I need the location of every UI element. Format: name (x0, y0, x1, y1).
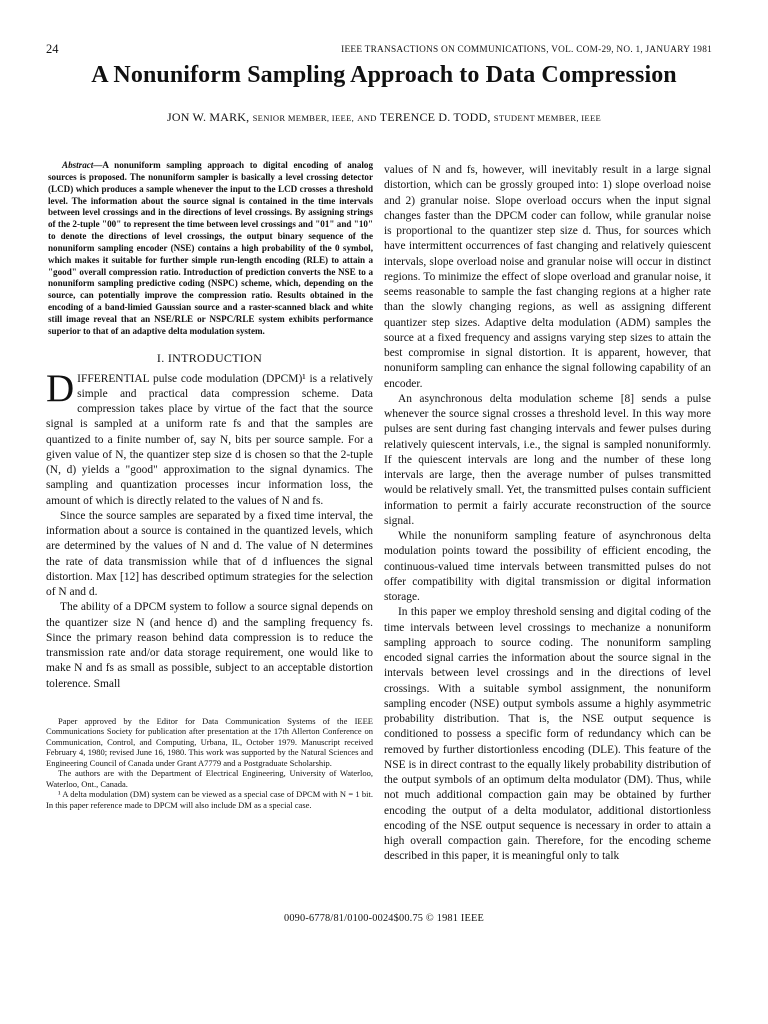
body-paragraph: values of N and fs, however, will inevitably result in a large signal distortion, which can be grossly grouped into: 1) slope overload noise and 2) granular noise. Slope overload occurs when the input signal changes faster than the DPCM coder can follow, while granular noise is proportional to the quantizer step size d. Thus, for sources which have intermittent occurrences of fast changing and relatively quiescent intervals, slope overload noise and granular noise will occur in distinct regions. To minimize the effect of slope overload and granular noise, it seems reasonable to sample the fast changing regions at a higher rate than the slowly changing regions, as well as assigning different quantizer step sizes. Adaptive delta modulation (ADM) samples the source at a fixed frequency and assigns varying step sizes to attain the best compromise in signal distortion. It is apparent, however, that nonuniform sampling can enhance the signal following capability of an encoder. (384, 164, 711, 390)
copyright-line: 0090-6778/81/0100-0024$00.75 © 1981 IEEE (283, 913, 484, 924)
footnote: ¹ A delta modulation (DM) system can be viewed as a special case of DPCM with N = 1 bit. In this paper reference made to DPCM will also include DM as a special case. (46, 789, 373, 810)
body-paragraph: Since the source samples are separated by a fixed time interval, the information about a source is contained in the quantized levels, which are determined by the values of N and d. The value of N determines the rate of data transmission while that of d influences the signal distortion. Max [12] has described optimum strategies for the selection of N and d. (46, 509, 373, 599)
author-line (0, 110, 768, 125)
paragraph-text: IFFERENTIAL pulse code modulation (DPCM)¹ is a relatively simple and practical data compression scheme. Data compression takes place by virtue of the fact that the source signal is sampled at a uniform rate fs and that the samples are quantized to a finite number of, say N, bits per source sample. For a given value of N, the quantizer step size d is chosen so that the 2-tuple (N, d) yields a "good" approximation to the signal dynamics. The sampling and quantization processes incur information loss, the amount of which is directly related to the values of N and fs. (46, 372, 373, 507)
page-number: 24 (46, 42, 59, 56)
left-column (46, 150, 373, 810)
abstract-text: A nonuniform sampling approach to digital encoding of analog sources is proposed. The nonuniform sampler is basically a level crossing detector (LCD) which produces a sample whenever the input to the LCD crosses a threshold level. The information about the source signal is contained in the time intervals between level crossings and in the directions of level crossings. By assigning strings of the 2-tuple "00" to represent the time between level crossings and "01" and "10" to denote the directions of level crossings, the output binary sequence of the nonuniform sampling encoder (NSE) contains a high probability of the 0 symbol, which makes it suitable for further simple run-length encoding (RLE) to attain a "good" overall compression ratio. Introduction of prediction converts the NSE to a nonuniform sampling predictive coding (NSPC) scheme, which, depending on the source, can potentially improve the compression ratio. Results obtained in the encoding of a band-limied Gaussian source and a raster-scanned black and white still image reveal that an NSE/RLE or NSPC/RLE system exhibits performance superior to that of an adaptive delta modulation system. (48, 160, 373, 336)
right-column (384, 163, 711, 865)
footnote: Paper approved by the Editor for Data Communication Systems of the IEEE Communications Society for publication after presentation at the 17th Allerton Conference on Communication, Control, and Computing, Urbana, IL, October 1979. Manuscript received February 4, 1980; revised June 16, 1980. This work was supported by the Natural Sciences and Engineering Council of Canada under Grant A7779 and a Postgraduate Scholarship. (46, 715, 373, 768)
paper-title: A Nonuniform Sampling Approach to Data Compression (91, 62, 677, 88)
body-paragraph (46, 366, 373, 509)
body-paragraph: While the nonuniform sampling feature of asynchronous delta modulation points toward the possibility of efficient encoding, the continuous-valued time intervals between transmitted pulses do not offer compatibility with digital transmission or digital information storage. (384, 530, 711, 603)
running-head: IEEE TRANSACTIONS ON COMMUNICATIONS, VOL. COM-29, NO. 1, JANUARY 1981 (341, 45, 712, 55)
author-conjunction: AND (357, 113, 377, 123)
body-paragraph: In this paper we employ threshold sensing and digital coding of the time intervals between level crossings to mechanize a nonuniform sampling approach to source coding. The nonuniform sampling encoded signal carries the information about the source signal in the intervals between level crossings and in the directions of level crossings. With a suitable symbol assignment, the nonuniform sampling encoder (NSE) output symbols assume a highly asymmetric probability distribution. That is, the NSE output sequence is conditioned to possess a specific form of redundancy which can be removed by further distortionless encoding (DLE). This feature of the NSE is in direct contrast to the equally likely probability distribution of the output symbols of an optimum delta modulator (DM). Thus, while not much additional compaction gain may be obtained by further encoding the output of a delta modulator, additional distortionless encoding of the NSE output sequence is necessary in order to attain a high overall compaction gain. Therefore, for the encoding scheme described in this paper, it is meaningful only to talk (384, 606, 711, 863)
author-role: STUDENT MEMBER, IEEE (493, 113, 602, 123)
abstract-lead: Abstract— (62, 160, 103, 170)
author-name: JON W. MARK, (166, 110, 250, 124)
section-heading: I. INTRODUCTION (156, 350, 263, 365)
abstract (46, 160, 373, 338)
author-role: SENIOR MEMBER, IEEE, (252, 113, 355, 123)
drop-cap: D (46, 366, 75, 410)
body-paragraph: An asynchronous delta modulation scheme [8] sends a pulse whenever the source signal crosses a threshold level. In this way more pulses are sent during fast changing intervals and fewer pulses during relatively quiescent intervals, i.e., the signal is sampled nonuniformly. If the quiescent intervals are long and the number of these long intervals are large, then the average number of pulses transmitted would be relatively small. Yet, the transmitted pulses contain sufficient information to permit a fairly accurate reconstruction of the source signal. (384, 392, 711, 527)
footnote: The authors are with the Department of Electrical Engineering, University of Waterloo, Waterloo, Ont., Canada. (46, 768, 373, 789)
footnotes (46, 716, 373, 811)
author-name: TERENCE D. TODD, (379, 110, 491, 124)
body-paragraph: The ability of a DPCM system to follow a source signal depends on the quantizer size N (and hence d) and the sampling frequency fs. Since the primary reason behind data compression is to reduce the transmission rate and/or data storage requirement, one would like to make N and fs as small as possible, subject to an acceptable distortion tolerence. Small (46, 601, 373, 690)
